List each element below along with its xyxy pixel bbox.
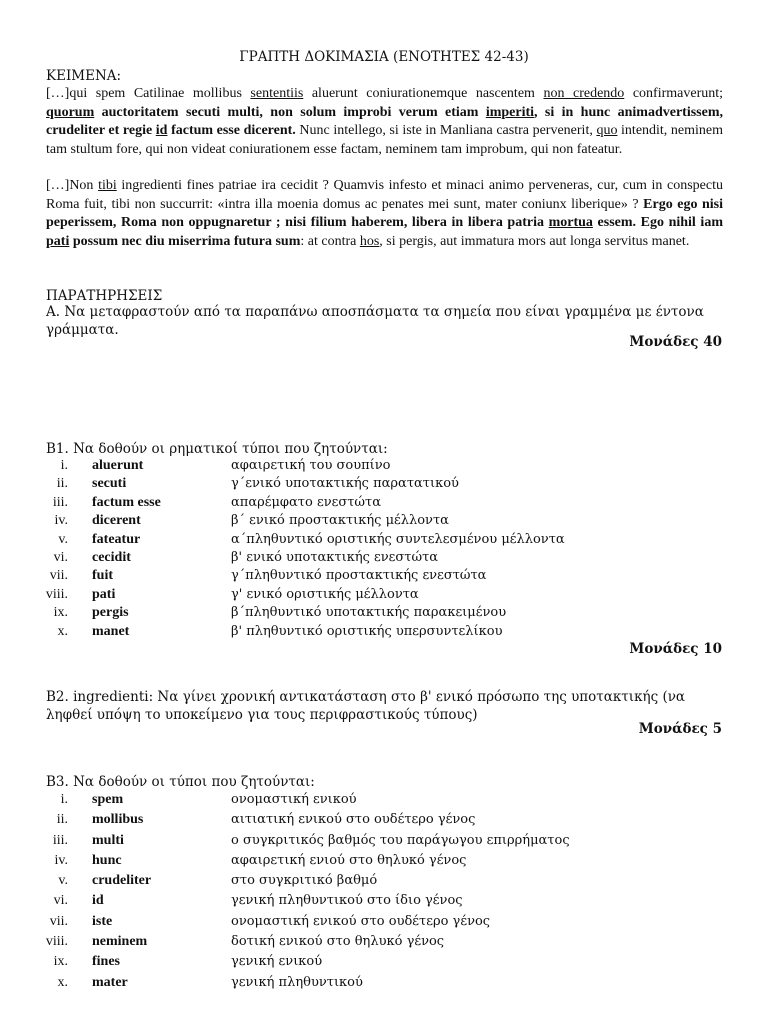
list-item	[30, 934, 750, 954]
latin-word: fateatur	[92, 531, 141, 547]
passage-text: , si pergis, aut immatura mors aut longa servitus manet.	[379, 234, 690, 250]
list-item	[30, 893, 750, 913]
bold-text: , si in hunc animadvertissem, crudeliter et regie	[46, 104, 723, 139]
question-a: Α. Να μεταφραστούν από τα παραπάνω αποσπάσματα τα σημεία που είναι γραμμένα με έντονα γράμματα.	[46, 304, 704, 338]
item-number: vi.	[53, 893, 68, 909]
units-b1: Μονάδες 10	[629, 641, 722, 657]
latin-word: hunc	[92, 852, 122, 868]
units-b2: Μονάδες 5	[638, 721, 722, 737]
list-item	[30, 914, 750, 934]
item-description: γενική ενικού	[231, 954, 323, 970]
passage-text: intendit, neminem tam stultum fore, qui non videat coniurationem esse factam, neminem tam improbum, qui non fateatur.	[46, 123, 724, 158]
underlined-word: pati	[46, 234, 70, 250]
item-number: iii.	[52, 832, 68, 848]
list-item	[30, 975, 750, 995]
list-item	[30, 954, 750, 974]
item-number: viii.	[45, 586, 68, 602]
passage-text: ingredienti fines patriae ira cecidit ? Quamvis infesto et minaci animo perveneras, cur, cum in conspectu Roma fuit, tibi non succurrit: «intra illa moenia domus ac penates mei sunt, mater coniunx liberique» ?	[46, 178, 723, 212]
item-description: αφαιρετική του σουπίνο	[231, 458, 391, 473]
latin-word: spem	[92, 792, 124, 807]
item-description: α΄πληθυντικό οριστικής συντελεσμένου μέλλοντα	[231, 531, 565, 547]
list-item	[30, 568, 750, 586]
item-description: ονομαστική ενικού στο ουδέτερο γένος	[231, 913, 491, 929]
item-number: ii.	[56, 812, 68, 828]
item-number: v.	[58, 873, 68, 889]
item-number: x.	[57, 623, 68, 639]
item-number: i.	[60, 458, 68, 473]
latin-word: dicerent	[92, 513, 141, 529]
latin-word: mollibus	[92, 812, 144, 828]
item-description: γενική πληθυντικού στο ίδιο γένος	[231, 893, 463, 909]
underlined-word: quo	[596, 123, 618, 139]
item-number: v.	[58, 531, 68, 547]
underlined-word: mortua	[548, 215, 593, 231]
page-title: ΓΡΑΠΤΗ ΔΟΚΙΜΑΣΙΑ (ΕΝΟΤΗΤΕΣ 42-43)	[239, 49, 529, 65]
latin-word: iste	[92, 913, 113, 929]
item-description: β΄ ενικό προστακτικής μέλλοντα	[231, 513, 449, 529]
item-number: viii.	[45, 934, 68, 950]
list-item	[30, 624, 750, 642]
latin-word: cecidit	[92, 549, 131, 565]
passage-text: […]Non	[46, 178, 99, 193]
list-item	[30, 587, 750, 605]
b2-question: Β2. ingredienti: Να γίνει χρονική αντικατάσταση στο β' ενικό πρόσωπο της υποτακτικής (να ληφθεί υπόψη το υποκείμενο για τους περιφραστικούς τύπους)	[46, 689, 686, 723]
passage-text: : at contra	[300, 234, 360, 250]
latin-word: factum esse	[92, 494, 161, 510]
item-description: ο συγκριτικός βαθμός του παράγωγου επιρρήματος	[231, 832, 570, 848]
b3-heading: Β3. Να δοθούν οι τύποι που ζητούνται:	[46, 774, 315, 790]
latin-word: manet	[92, 623, 130, 639]
item-number: ix.	[53, 605, 68, 621]
list-item	[30, 476, 750, 494]
list-item	[30, 458, 750, 476]
underlined-word: non credendo	[543, 86, 625, 101]
latin-passage-2	[46, 177, 723, 252]
latin-word: pati	[92, 586, 116, 602]
list-item	[30, 605, 750, 623]
latin-word: pergis	[92, 605, 129, 621]
list-item	[30, 513, 750, 531]
item-description: γ' ενικό οριστικής μέλλοντα	[231, 586, 419, 602]
b3-list	[30, 792, 750, 995]
item-description: στο συγκριτικό βαθμό	[231, 873, 378, 889]
item-description: αιτιατική ενικού στο ουδέτερο γένος	[231, 812, 476, 828]
item-description: γ΄πληθυντικό προστακτικής ενεστώτα	[231, 568, 487, 584]
item-description: αφαιρετική ενιού στο θηλυκό γένος	[231, 852, 467, 868]
list-item	[30, 853, 750, 873]
list-item	[30, 495, 750, 513]
latin-word: neminem	[92, 934, 148, 950]
latin-word: crudeliter	[92, 873, 152, 889]
underlined-word: tibi	[98, 178, 117, 193]
item-description: απαρέμφατο ενεστώτα	[231, 494, 381, 510]
units-a: Μονάδες 40	[629, 334, 722, 350]
passage-text: Nunc intellego, si iste in Manliana castra pervenerit,	[295, 123, 597, 139]
passage-text: confirmaverunt;	[624, 86, 724, 101]
b1-list	[30, 458, 750, 642]
list-item	[30, 792, 750, 812]
underlined-word: quorum	[46, 104, 95, 120]
item-description: β΄πληθυντικό υποτακτικής παρακειμένου	[231, 605, 507, 621]
latin-word: fuit	[92, 568, 113, 584]
passage-text: aluerunt coniurationemque nascentem	[303, 86, 544, 101]
item-number: ix.	[53, 954, 68, 970]
item-description: ονομαστική ενικού	[231, 792, 357, 807]
item-description: β' ενικό υποτακτικής ενεστώτα	[231, 549, 439, 565]
item-description: δοτική ενικού στο θηλυκό γένος	[231, 934, 445, 950]
latin-word: aluerunt	[92, 458, 144, 473]
bold-text: possum nec diu miserrima futura sum	[69, 234, 301, 250]
list-item	[30, 833, 750, 853]
latin-word: secuti	[92, 476, 127, 492]
item-number: iii.	[52, 494, 68, 510]
item-number: iv.	[54, 852, 68, 868]
underlined-word: id	[155, 123, 168, 139]
underlined-word: imperiti	[485, 104, 535, 120]
bold-text: essem. Ego nihil iam	[592, 215, 723, 231]
item-description: β' πληθυντικό οριστικής υπερσυντελίκου	[231, 623, 503, 639]
item-description: γενική πληθυντικού	[231, 974, 363, 990]
bold-text: auctoritatem secuti multi, non solum improbi verum etiam	[94, 104, 486, 120]
notes-label: ΠΑΡΑΤΗΡΗΣΕΙΣ	[46, 288, 163, 304]
list-item	[30, 532, 750, 550]
item-number: i.	[60, 792, 68, 807]
texts-label: ΚΕΙΜΕΝΑ:	[46, 68, 122, 84]
underlined-word: hos	[359, 234, 380, 250]
bold-text: factum esse dicerent.	[167, 123, 296, 139]
list-item	[30, 812, 750, 832]
item-number: x.	[57, 974, 68, 990]
underlined-word: sententiis	[250, 86, 304, 101]
item-number: vi.	[53, 549, 68, 565]
bold-text: Ergo ego nisi peperissem, Roma non oppugnaretur ; nisi filium haberem, libera in libera patria	[46, 196, 724, 231]
list-item	[30, 550, 750, 568]
item-number: ii.	[56, 476, 68, 492]
list-item	[30, 873, 750, 893]
latin-passage-1	[46, 85, 723, 160]
latin-word: fines	[92, 954, 120, 970]
item-number: vii.	[49, 568, 68, 584]
passage-text: […]qui spem Catilinae mollibus	[46, 86, 251, 101]
latin-word: id	[92, 893, 104, 909]
latin-word: multi	[92, 832, 124, 848]
item-number: vii.	[49, 913, 68, 929]
latin-word: mater	[92, 974, 128, 990]
b1-heading: Β1. Να δοθούν οι ρηματικοί τύποι που ζητούνται:	[46, 441, 388, 457]
item-description: γ΄ενικό υποτακτικής παρατατικού	[231, 476, 459, 492]
item-number: iv.	[54, 513, 68, 529]
